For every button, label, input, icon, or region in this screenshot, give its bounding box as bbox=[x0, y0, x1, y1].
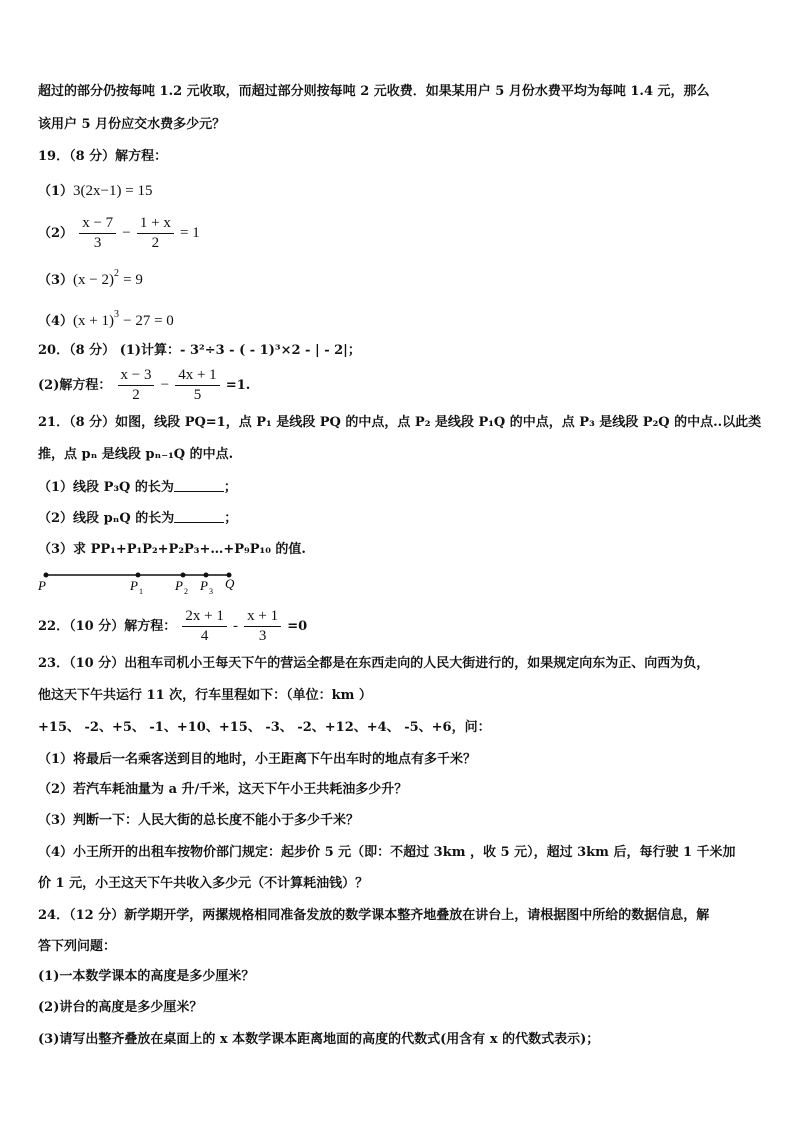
q23-line-2: 他这天下午共运行 11 次，行车里程如下：（单位：km ） bbox=[38, 688, 372, 703]
q22 bbox=[38, 606, 307, 647]
q21-line-1: 21．（8 分）如图，线段 PQ=1，点 P₁ 是线段 PQ 的中点，点 P₂ 是线段 P₁Q 的中点，点 P₃ 是线段 P₂Q 的中点..以此类 bbox=[38, 415, 762, 430]
q21-p1-text: （1）线段 P₃Q 的长为 bbox=[38, 480, 174, 495]
q21-p2-end: ； bbox=[224, 511, 238, 526]
label-p2-sub: 2 bbox=[184, 587, 188, 596]
q19-p3-base: (x − 2) bbox=[73, 272, 114, 288]
q24-line-2: 答下列问题： bbox=[38, 939, 117, 954]
q19-p3-label: （3） bbox=[38, 273, 74, 288]
label-p1: P bbox=[130, 578, 138, 593]
q20-operator: − bbox=[160, 377, 170, 393]
label-q: Q bbox=[225, 576, 235, 591]
q19-part-2 bbox=[38, 213, 200, 254]
q19-p2-rhs: = 1 bbox=[180, 225, 200, 241]
q23-line-3: +15、 -2、+5、 -1、+10、+15、 -3、 -2、+12、+4、 -5、+6，问： bbox=[38, 720, 491, 735]
q21-part-2 bbox=[38, 510, 237, 528]
q23-line-1: 23．（10 分）出租车司机小王每天下午的营运全都是在东西走向的人民大街进行的，如果规定向东为正、向西为负， bbox=[38, 656, 710, 671]
q22-fraction-2: $\frac{x + 1}{3}$ bbox=[244, 608, 281, 645]
q24-part-3: (3)请写出整齐叠放在桌面上的 x 本数学课本距离地面的高度的代数式(用含有 x 的代数式表示)； bbox=[38, 1032, 600, 1047]
label-p3-sub: 3 bbox=[209, 587, 213, 596]
q19-p4-exponent: 3 bbox=[114, 309, 119, 320]
q19-p3-exponent: 2 bbox=[114, 268, 119, 279]
label-p2: P bbox=[175, 578, 183, 593]
q19-p3-rhs: = 9 bbox=[123, 272, 143, 288]
q20-fraction-2: $\frac{4x + 1}{5}$ bbox=[175, 367, 219, 404]
q22-rhs: =0 bbox=[287, 619, 308, 634]
q24-part-2: (2)讲台的高度是多少厘米？ bbox=[38, 1000, 203, 1015]
q19-p2-fraction-2: $\frac{1 + x}{2}$ bbox=[137, 215, 174, 252]
q20-heading: 20．（8 分） (1)计算：- 3²÷3 - ( - 1)³×2 - | - 2|； bbox=[38, 343, 361, 358]
q19-p4-label: （4） bbox=[38, 314, 74, 329]
q22-fraction-1: $\frac{2x + 1}{4}$ bbox=[182, 608, 226, 645]
q21-p2-text: （2）线段 pₙQ 的长为 bbox=[38, 511, 175, 526]
intro-line-1: 超过的部分仍按每吨 1.2 元收取，而超过部分则按每吨 2 元收费．如果某用户 5 月份水费平均为每吨 1.4 元，那么 bbox=[38, 84, 710, 99]
q20-part-2 bbox=[38, 365, 250, 406]
label-p: P bbox=[38, 578, 46, 593]
q20-fraction-1: $\frac{x - 3}{2}$ bbox=[118, 367, 155, 404]
point-p1 bbox=[136, 573, 141, 578]
q22-operator: - bbox=[232, 618, 238, 634]
q19-p4-rhs: − 27 = 0 bbox=[123, 313, 174, 329]
q21-part-3: （3）求 PP₁+P₁P₂+P₂P₃+…+P₉P₁₀ 的值. bbox=[38, 542, 306, 557]
point-p3 bbox=[204, 573, 209, 578]
q23-part-1: （1）将最后一名乘客送到目的地时，小王距离下午出车时的地点有多千米？ bbox=[38, 752, 477, 767]
q21-line-2: 推，点 pₙ 是线段 pₙ₋₁Q 的中点. bbox=[38, 447, 234, 462]
q19-p2-fraction-1: $\frac{x - 7}{3}$ bbox=[79, 215, 116, 252]
q23-part-4b: 价 1 元，小王这天下午共收入多少元（不计算耗油钱）？ bbox=[38, 876, 369, 891]
q24-part-1: (1)一本数学课本的高度是多少厘米？ bbox=[38, 969, 255, 984]
q19-part-4 bbox=[38, 306, 174, 331]
label-p1-sub: 1 bbox=[139, 587, 143, 596]
intro-line-2: 该用户 5 月份应交水费多少元？ bbox=[38, 117, 226, 132]
point-p2 bbox=[181, 573, 186, 578]
q20-p2-label: (2)解方程： bbox=[38, 378, 112, 393]
q23-part-3: （3）判断一下：人民大街的总长度不能小于多少千米？ bbox=[38, 813, 360, 828]
q19-part-1 bbox=[38, 182, 152, 201]
q19-heading: 19．（8 分）解方程： bbox=[38, 149, 168, 164]
q21-segment-figure bbox=[34, 566, 254, 600]
q19-p4-base: (x + 1) bbox=[73, 313, 114, 329]
q20-rhs: =1. bbox=[225, 378, 251, 393]
q19-p2-operator: − bbox=[122, 225, 131, 241]
q21-part-1 bbox=[38, 479, 237, 497]
label-p3: P bbox=[200, 578, 208, 593]
q22-heading: 22．（10 分）解方程： bbox=[38, 619, 177, 634]
q19-part-3 bbox=[38, 265, 143, 290]
q21-p2-blank bbox=[174, 510, 224, 523]
q23-part-4a: （4）小王所开的出租车按物价部门规定：起步价 5 元（即：不超过 3km ，收 5 元），超过 3km 后，每行驶 1 千米加 bbox=[38, 845, 736, 860]
q19-p1-expr: 3(2x−1) = 15 bbox=[73, 183, 153, 199]
point-p bbox=[44, 573, 49, 578]
q19-p1-label: （1） bbox=[38, 184, 74, 199]
q21-p1-end: ； bbox=[223, 480, 237, 495]
q24-line-1: 24．（12 分）新学期开学，两摞规格相同准备发放的数学课本整齐地叠放在讲台上，请根据图中所给的数据信息，解 bbox=[38, 908, 710, 923]
q21-p1-blank bbox=[174, 479, 224, 492]
q23-part-2: （2）若汽车耗油量为 a 升/千米，这天下午小王共耗油多少升？ bbox=[38, 782, 408, 797]
q19-p2-label: （2） bbox=[38, 226, 74, 241]
